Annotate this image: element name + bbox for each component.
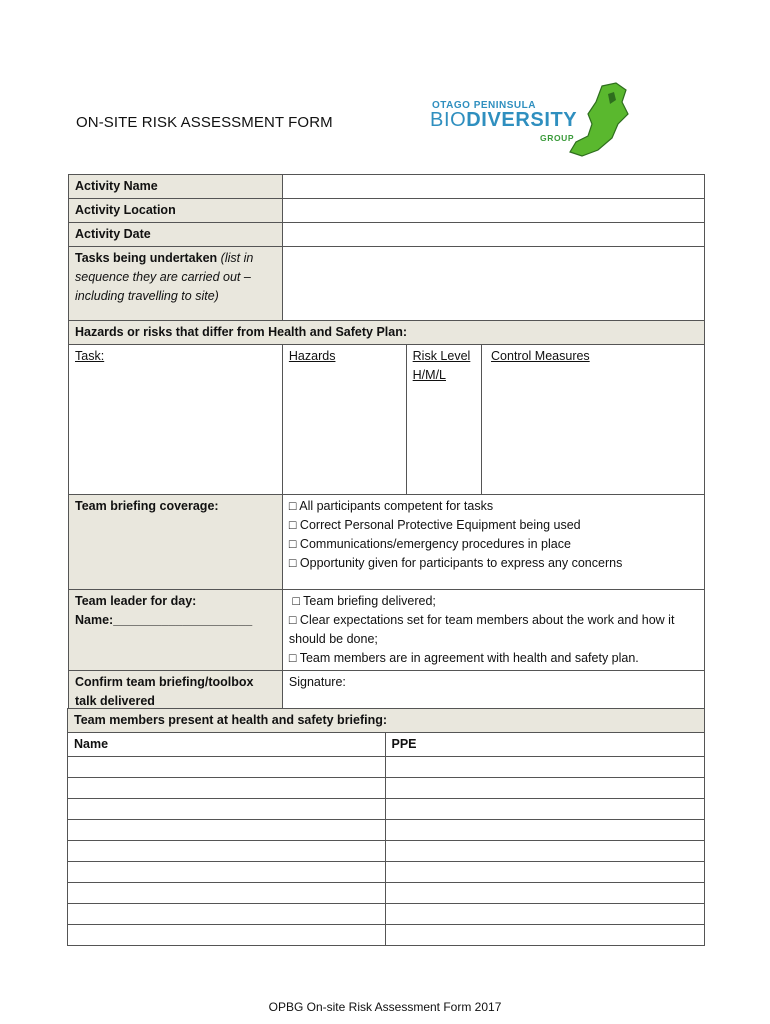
checkbox-agreement[interactable]: □ Team members are in agreement with health and safety plan. [288,651,639,665]
activity-location-label: Activity Location [69,199,283,223]
team-members-table [67,708,705,946]
activity-date-field[interactable] [282,223,704,247]
member-name-cell[interactable] [68,904,386,925]
checkbox-expectations[interactable]: □ Clear expectations set for team members about the work and how it should be done; [288,613,675,646]
table-row [68,904,705,925]
table-row [68,799,705,820]
form-title: ON-SITE RISK ASSESSMENT FORM [76,114,333,131]
team-leader-checklist [282,590,704,671]
checkbox-competent[interactable]: □ All participants competent for tasks [288,499,494,513]
member-ppe-cell[interactable] [385,820,705,841]
risk-level-scale: H/M/L [412,368,446,382]
logo-line-3: GROUP [540,133,575,143]
risk-level-header: Risk Level [412,349,471,363]
member-ppe-cell[interactable] [385,778,705,799]
team-leader-name-field[interactable]: Name:____________________ [75,613,253,627]
member-name-cell[interactable] [68,778,386,799]
control-measures-header: Control Measures [491,349,590,363]
member-ppe-cell[interactable] [385,925,705,946]
team-members-heading: Team members present at health and safety briefing: [68,709,705,733]
logo-line-1: OTAGO PENINSULA [432,100,536,111]
member-ppe-cell[interactable] [385,757,705,778]
risk-assessment-table [68,174,705,714]
tasks-label: Tasks being undertaken (list in sequence they are carried out – including travelling to site) [69,247,283,321]
team-leader-label: Team leader for day: [75,594,197,608]
member-name-cell[interactable] [68,841,386,862]
table-row [68,883,705,904]
table-row [68,820,705,841]
team-briefing-checklist [282,495,704,590]
tasks-hint: (list in sequence they are carried out – including travelling to site) [75,251,254,303]
task-header: Task: [75,349,105,363]
hazards-header: Hazards [288,349,336,363]
activity-name-label: Activity Name [69,175,283,199]
activity-date-label: Activity Date [69,223,283,247]
signature-label: Signature: [288,675,346,689]
page-footer: OPBG On-site Risk Assessment Form 2017 [268,1000,502,1014]
ppe-column-header: PPE [385,733,705,757]
control-measures-column[interactable] [481,345,704,495]
table-row [68,841,705,862]
activity-location-field[interactable] [282,199,704,223]
team-leader-cell [69,590,283,671]
table-row [68,862,705,883]
checkbox-ppe[interactable]: □ Correct Personal Protective Equipment being used [288,518,581,532]
table-row [68,925,705,946]
checkbox-briefing-delivered[interactable]: □ Team briefing delivered; [288,594,436,608]
team-briefing-label: Team briefing coverage: [69,495,283,590]
tasks-field[interactable] [282,247,704,321]
risk-level-column[interactable] [406,345,481,495]
activity-name-field[interactable] [282,175,704,199]
checkbox-concerns[interactable]: □ Opportunity given for participants to express any concerns [288,556,623,570]
logo-line-2: BIODIVERSITY [430,109,578,131]
member-name-cell[interactable] [68,883,386,904]
hazards-column[interactable] [282,345,406,495]
member-ppe-cell[interactable] [385,799,705,820]
confirm-briefing-label: Confirm team briefing/toolbox talk delivered [69,671,283,714]
member-name-cell[interactable] [68,820,386,841]
member-name-cell[interactable] [68,925,386,946]
member-name-cell[interactable] [68,799,386,820]
member-ppe-cell[interactable] [385,883,705,904]
member-name-cell[interactable] [68,862,386,883]
member-ppe-cell[interactable] [385,862,705,883]
task-column[interactable] [69,345,283,495]
opbg-logo [430,80,645,160]
member-ppe-cell[interactable] [385,841,705,862]
hazards-heading: Hazards or risks that differ from Health and Safety Plan: [69,321,705,345]
table-row [68,757,705,778]
name-column-header: Name [68,733,386,757]
member-name-cell[interactable] [68,757,386,778]
member-ppe-cell[interactable] [385,904,705,925]
table-row [68,778,705,799]
checkbox-communications[interactable]: □ Communications/emergency procedures in place [288,537,571,551]
